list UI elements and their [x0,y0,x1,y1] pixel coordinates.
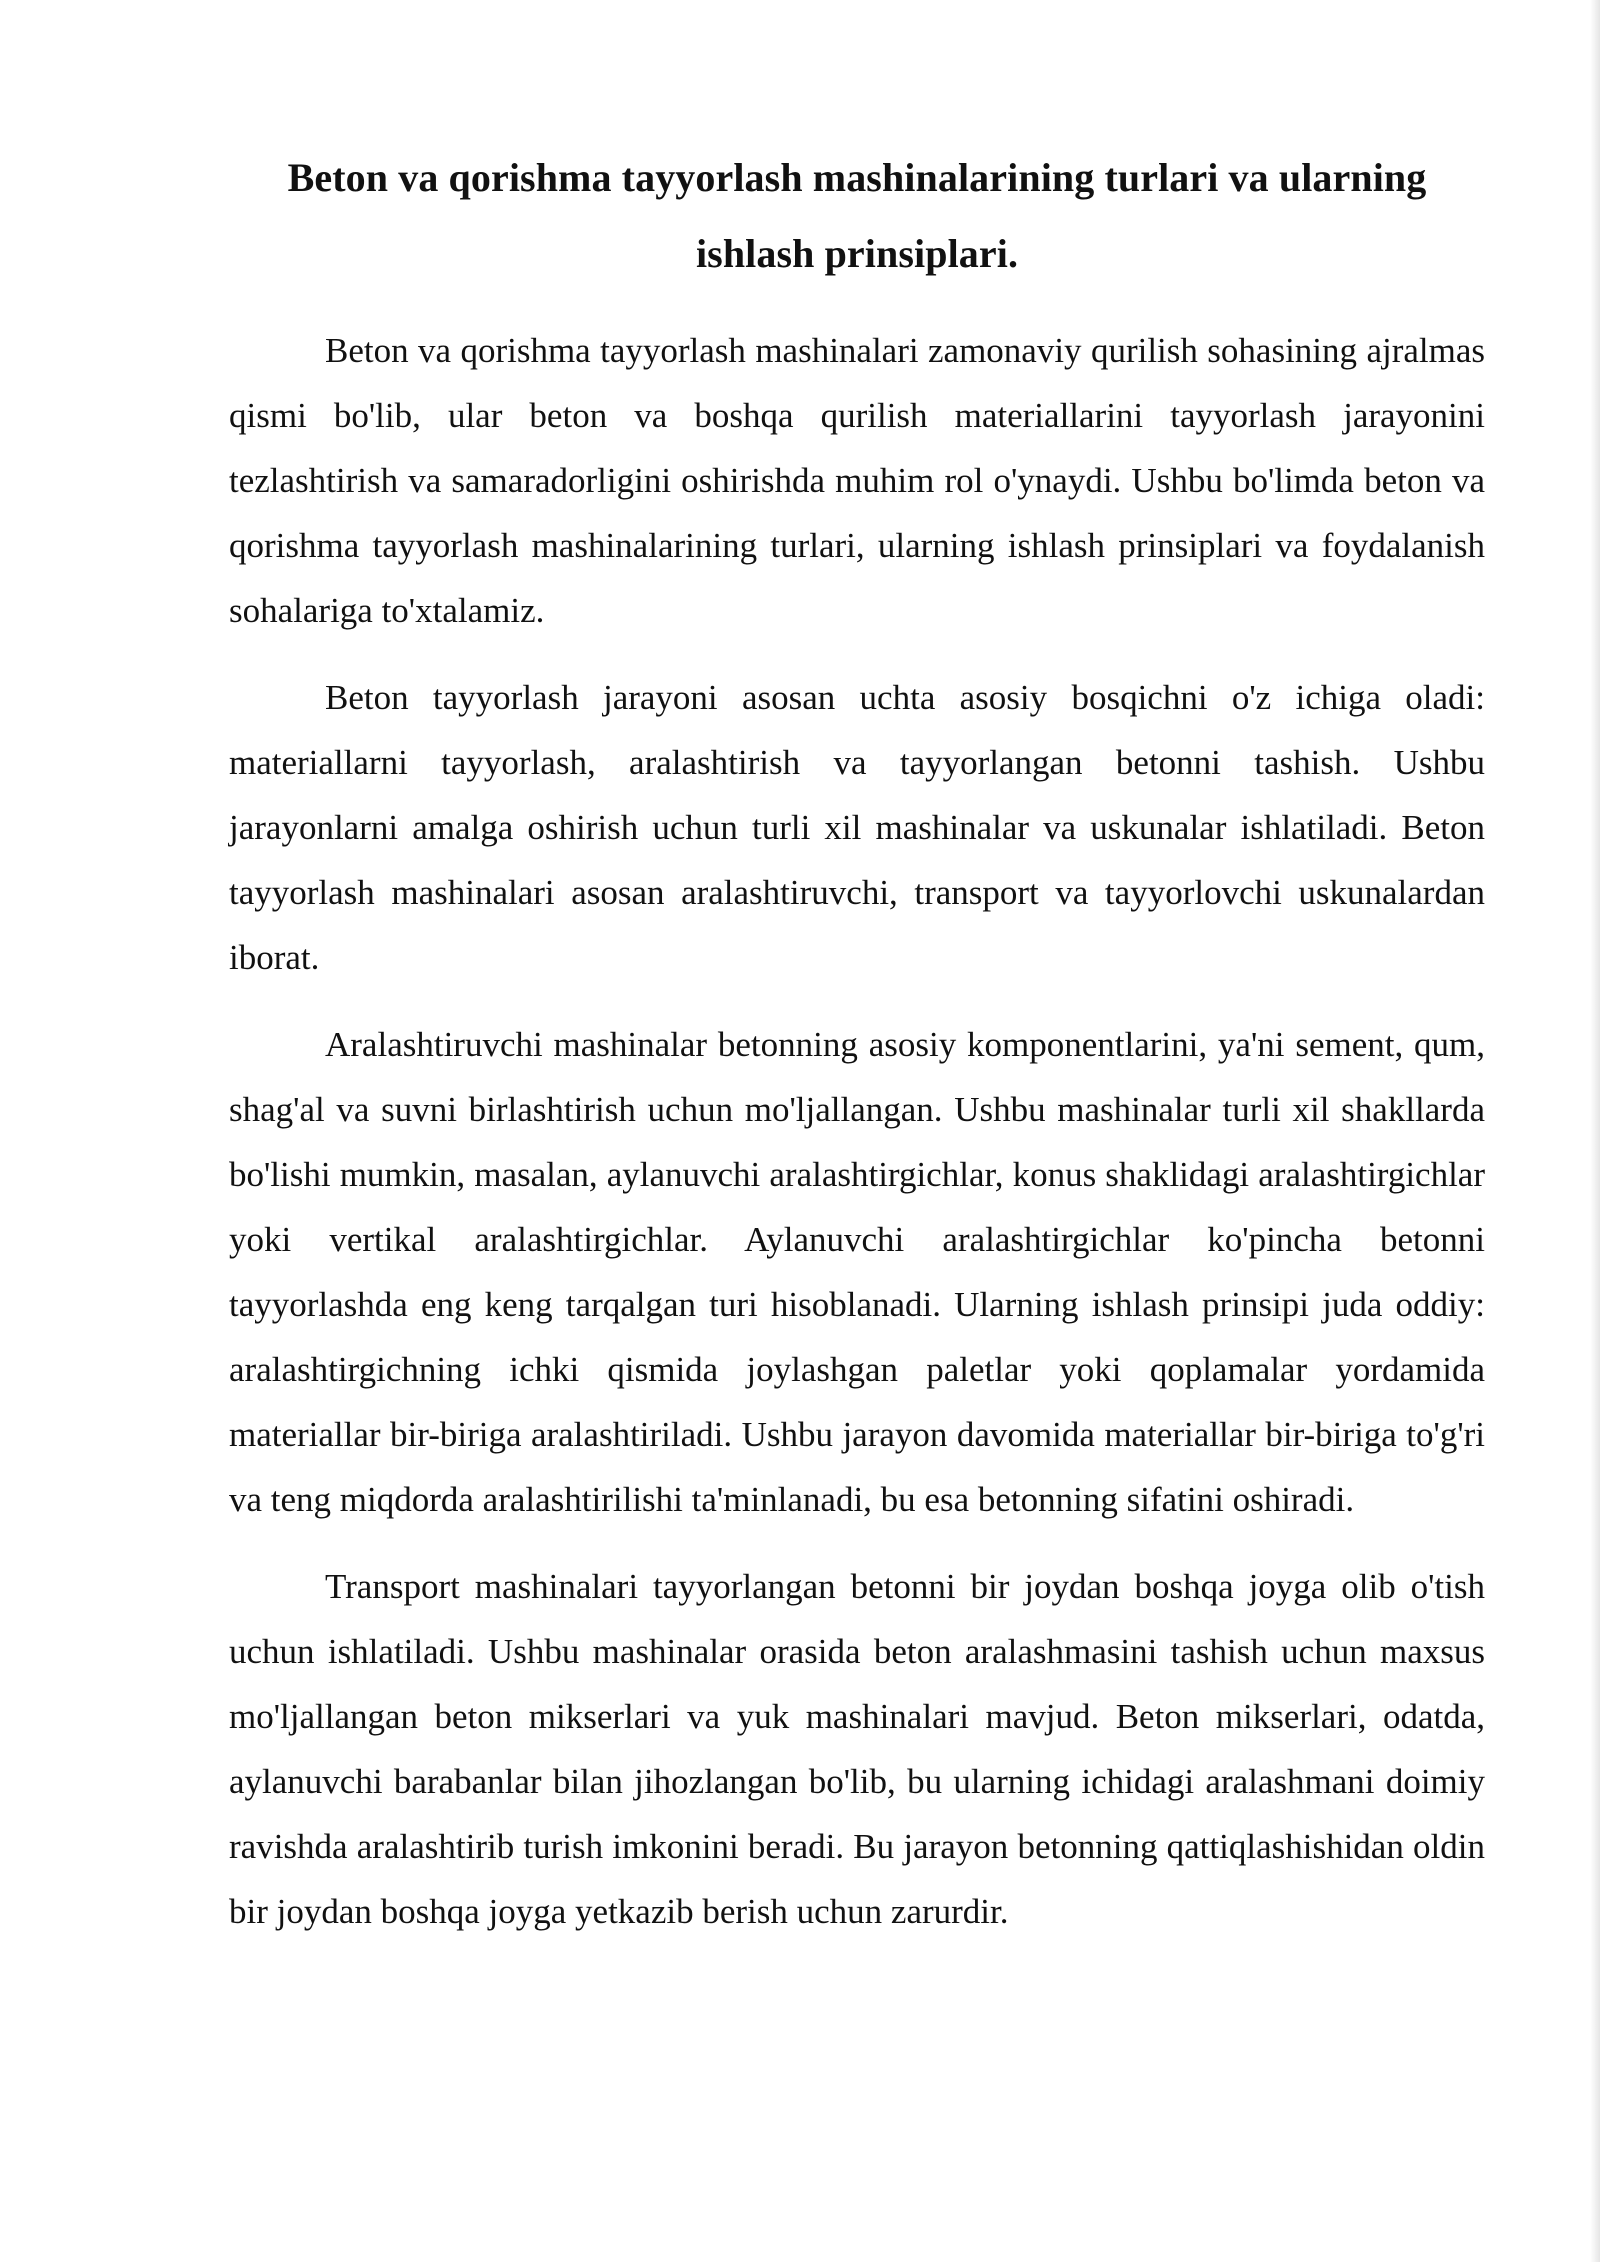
paragraph-transport-machines: Transport mashinalari tayyorlangan betonni bir joydan boshqa joyga olib o'tish uchun ishlatiladi. Ushbu mashinalar orasida beton aralashmasini tashish uchun maxsus mo'ljallangan beton mikserlari va yuk mashinalari mavjud. Beton mikserlari, odatda, aylanuvchi barabanlar bilan jihozlangan bo'lib, bu ularning ichidagi aralashmani doimiy ravishda aralashtirib turish imkonini beradi. Bu jarayon betonning qattiqlashishidan oldin bir joydan boshqa joyga yetkazib berish uchun zarurdir. [229,1567,1485,1931]
document-body [229,140,1485,1966]
paragraph-mixing-machines: Aralashtiruvchi mashinalar betonning asosiy komponentlarini, ya'ni sement, qum, shag'al va suvni birlashtirish uchun mo'ljallangan. Ushbu mashinalar turli xil shakllarda bo'lishi mumkin, masalan, aylanuvchi aralashtirgichlar, konus shaklidagi aralashtirgichlar yoki vertikal aralashtirgichlar. Aylanuvchi aralashtirgichlar ko'pincha betonni tayyorlashda eng keng tarqalgan turi hisoblanadi. Ularning ishlash prinsipi juda oddiy: aralashtirgichning ichki qismida joylashgan paletlar yoki qoplamalar yordamida materiallar bir-biriga aralashtiriladi. Ushbu jarayon davomida materiallar bir-biriga to'g'ri va teng miqdorda aralashtirilishi ta'minlanadi, bu esa betonning sifatini oshiradi. [229,1025,1485,1519]
paragraph-process-stages: Beton tayyorlash jarayoni asosan uchta asosiy bosqichni o'z ichiga oladi: materiallarni tayyorlash, aralashtirish va tayyorlangan betonni tashish. Ushbu jarayonlarni amalga oshirish uchun turli xil mashinalar va uskunalar ishlatiladi. Beton tayyorlash mashinalari asosan aralashtiruvchi, transport va tayyorlovchi uskunalardan iborat. [229,678,1485,977]
page-edge-shadow [1590,0,1600,2262]
document-title: Beton va qorishma tayyorlash mashinalarining turlari va ularning ishlash prinsiplari. [287,155,1427,276]
paragraph-intro: Beton va qorishma tayyorlash mashinalari zamonaviy qurilish sohasining ajralmas qismi bo'lib, ular beton va boshqa qurilish materiallarini tayyorlash jarayonini tezlashtirish va samaradorligini oshirishda muhim rol o'ynaydi. Ushbu bo'limda beton va qorishma tayyorlash mashinalarining turlari, ularning ishlash prinsiplari va foydalanish sohalariga to'xtalamiz. [229,331,1485,630]
